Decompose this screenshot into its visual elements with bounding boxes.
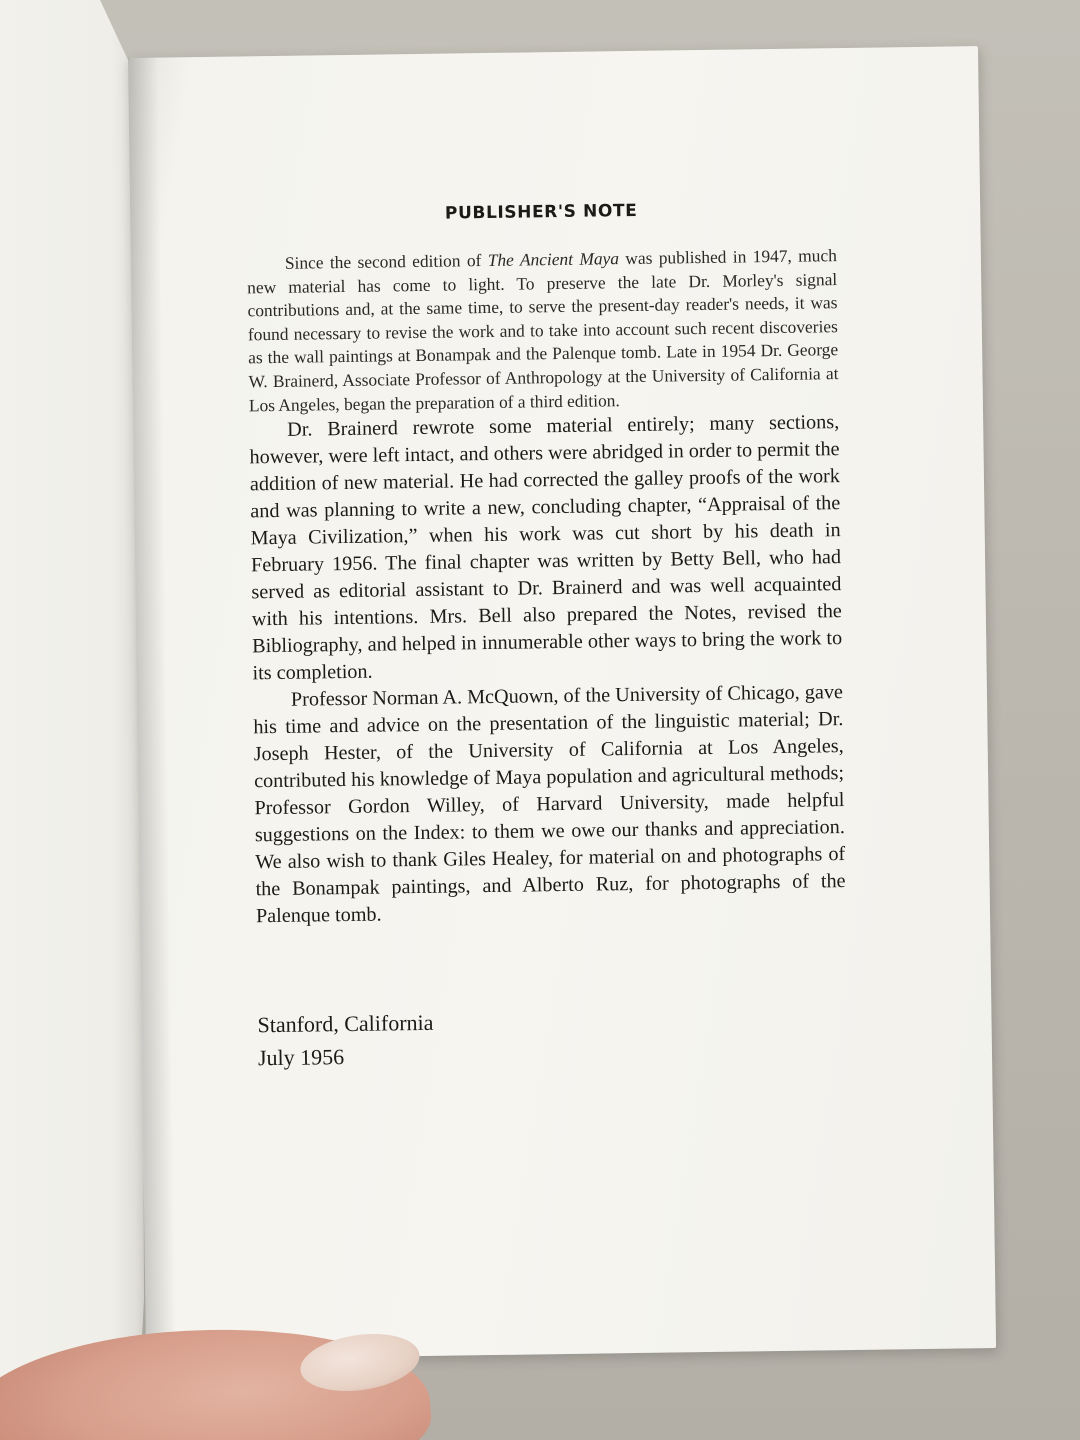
- paragraph-1: [247, 244, 839, 417]
- signoff-place: Stanford, California: [257, 1009, 434, 1038]
- paragraph-1-lead: Since the second edition of: [284, 249, 488, 273]
- signoff-date: July 1956: [257, 1044, 345, 1071]
- right-page: [128, 46, 996, 1360]
- signoff: [257, 1000, 848, 1074]
- page-heading: PUBLISHER'S NOTE: [444, 200, 638, 224]
- book-title: The Ancient Maya: [487, 248, 620, 270]
- page-content: [246, 198, 848, 1074]
- paragraph-3: Professor Norman A. McQuown, of the University of Chicago, gave his time and advice on the presentation of the linguistic material; Dr. Joseph Hester, of the University of California at Los Angeles, contributed his knowledge of Maya population and agricultural methods; Professor Gordon Willey, of Harvard University, made helpful suggestions on the Index: to them we owe our thanks and appreciation. We also wish to thank Giles Healey, for material on and photographs of the Bonampak paintings, and Alberto Ruz, for photographs of the Palenque tomb.: [253, 681, 846, 928]
- paragraph-2: Dr. Brainerd rewrote some material entirely; many sections, however, were left intact, and others were abridged in order to permit the addition of new material. He had corrected the galley proofs of the work and was planning to write a new, concluding chapter, “Appraisal of the Maya Civilization,” when his work was cut short by his death in February 1956. The final chapter was written by Betty Bell, who had served as editorial assistant to Dr. Brainerd and was well acquainted with his intentions. Mrs. Bell also prepared the Notes, revised the Bibliography, and helped in innumerable other ways to bring the work to its completion.: [249, 411, 843, 685]
- paragraph-1-body: was published in 1947, much new material has come to light. To preserve the late Dr. Morley's signal contributions and, at the same time, to serve the present-day reader's needs, it was found necessary to revise the work and to take into account such recent discoveries as the wall paintings at Bonampak and the Palenque tomb. Late in 1954 Dr. George W. Brainerd, Associate Professor of Anthropology at the University of California at Los Angeles, began the preparation of a third edition.: [247, 245, 839, 415]
